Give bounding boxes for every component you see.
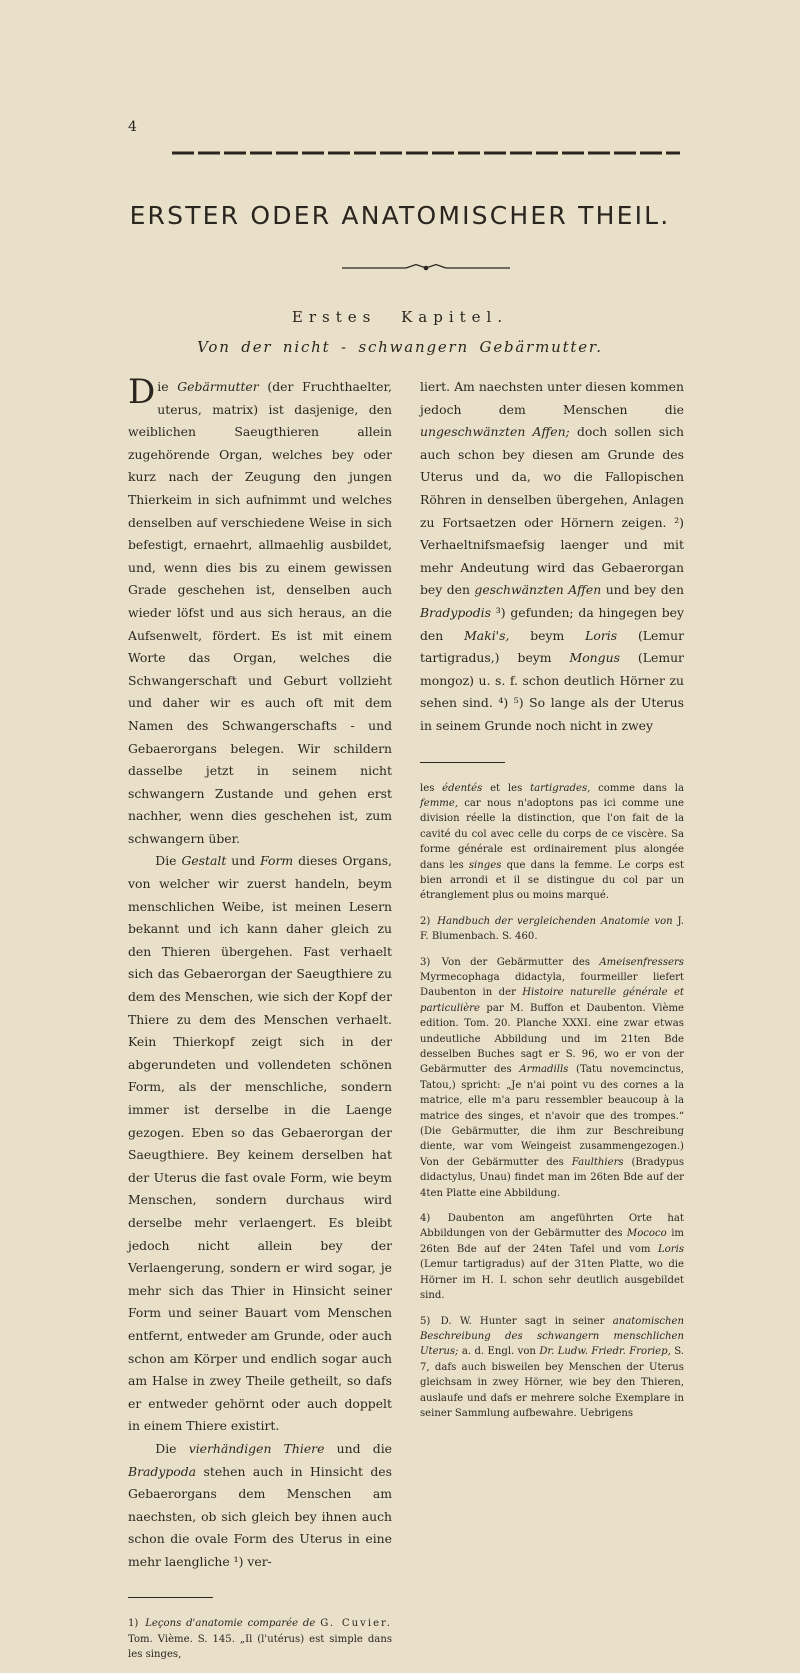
paragraph (420, 376, 684, 738)
footnote-number: 3) (420, 956, 431, 968)
chapter-label: Erstes Kapitel. (291, 308, 509, 326)
citation-title: Leçons d'anatomie comparée de (145, 1618, 316, 1630)
body-text (128, 372, 392, 1573)
footnote-divider (128, 1597, 213, 1598)
text: (Tatu novemcinctus, Tatou,) spricht: „Je n'ai point vu des cornes a la matrice, elle m'a paru ressembler beaucoup à la matrice des singes, et n'avoir que des trompes.“ (Die Gebärmutter, die ihm zur Beschreibung diente, war vom Weingeist zusammengezogen.) Von der Gebärmutter des (420, 1064, 685, 1168)
term: Mongus (569, 650, 620, 666)
ornament-divider-icon (342, 263, 510, 273)
drop-cap: D (128, 372, 156, 412)
text: Die (155, 1440, 189, 1456)
text: (Bradypus didactylus, Unau) findet man im 26ten Bde auf der 4ten Platte eine Abbildung. (420, 1156, 684, 1199)
text: comme dans la (590, 782, 684, 794)
footnote (420, 955, 684, 1202)
footnote (420, 1211, 684, 1303)
right-column (420, 376, 684, 1431)
term: vierhändigen Thiere (188, 1440, 325, 1456)
chapter-subtitle: Von der nicht - schwangern Gebärmutter. (197, 338, 603, 356)
page-number: 4 (128, 119, 137, 135)
footnote-number: 1) (128, 1618, 139, 1630)
term: geschwänzten Affen (474, 582, 602, 598)
paragraph (128, 372, 392, 850)
term: Bradypoda (128, 1463, 197, 1479)
decorative-rule (172, 150, 680, 156)
term: ungeschwänzten Affen; (420, 424, 570, 440)
text: D. W. Hunter sagt in seiner (440, 1315, 613, 1327)
text: (Lemur tartigradus,) beym (420, 627, 684, 666)
term: édentés (442, 782, 483, 794)
term: Faulthiers (571, 1156, 624, 1168)
text: und die (324, 1440, 392, 1456)
text: Daubenton am angeführten Orte hat Abbildungen von der Gebärmutter des (420, 1213, 684, 1240)
text: im 26ten Bde auf der 24ten Tafel und vom (420, 1228, 684, 1255)
footnote (420, 781, 684, 904)
footnote (420, 1314, 684, 1422)
footnote (128, 1616, 392, 1662)
text: Von der Gebärmutter des (441, 956, 600, 968)
term: Mococo (626, 1228, 667, 1240)
text: beym (509, 627, 586, 643)
text: (der Fruchthaelter, uterus, matrix) ist dasjenige, den weiblichen Saeugthieren allein zugehörende Organ, welches bey oder kurz nach der Zeugung den jungen Thierkeim in sich aufnimmt und welches denselben auf verschiedene Weise in sich befestigt, ernaehrt, allmaehlig ausbildet, und, wenn dies bis zu einem gewissen Grade geschehen ist, denselben auch wieder löfst und aus sich heraus, an die Aufsenwelt, fördert. Es ist mit einem Worte das Organ, welches die Schwangerschaft und Geburt vollzieht und daher wir es auch oft mit dem Namen des Schwangerschafts - und Gebaerorgans belegen. Wir schildern dasselbe jetzt in seinem nicht schwangern Zustande und gehen erst nachher, wenn dies geschehen ist, zum schwangern über. (128, 379, 392, 846)
text: que dans la femme. Le corps est bien arrondi et il se distingue du col par un étranglement plus ou moins marqué. (420, 859, 684, 902)
citation-title: Histoire naturelle générale et particulière (420, 987, 684, 1014)
text: stehen auch in Hinsicht des Gebaerorgans dem Menschen am naechsten, ob sich gleich bey ihnen auch schon die ovale Form des Uterus in eine mehr laengliche ¹) ver- (128, 1463, 392, 1569)
text: a. d. Engl. von (458, 1346, 540, 1358)
term: singes (468, 859, 502, 871)
footnotes (420, 781, 684, 1422)
footnote-divider (420, 762, 505, 763)
text: ³) gefunden; da hingegen bey den (420, 604, 684, 643)
term: Armadills (519, 1064, 569, 1076)
text: ie (157, 379, 178, 394)
term: Gebärmutter (177, 379, 259, 394)
term: Bradypodis (420, 604, 491, 620)
footnote-number: 2) (420, 915, 431, 927)
term: Form (260, 853, 294, 869)
term: tartigrades, (530, 782, 591, 794)
page-title: ERSTER ODER ANATOMISCHER THEIL. (129, 200, 671, 230)
footnote-number: 4) (420, 1213, 431, 1225)
text: Die (155, 853, 182, 869)
text: und bey den (601, 582, 684, 598)
footnote-number: 5) (420, 1315, 431, 1327)
text: liert. Am naechsten unter diesen kommen jedoch dem Menschen die (420, 379, 684, 417)
term: femme, (420, 797, 459, 809)
text: S. 7, dafs auch bisweilen bey Menschen der Uterus gleichsam in zwey Hörner, wie bey den Thieren, auslaufe und dafs er mehrere solche Exemplare in seiner Sammlung aufbewahre. Uebrigens (420, 1346, 684, 1419)
text: Tom. Vième. S. 145. „Il (l'utérus) est simple dans les singes, (128, 1633, 392, 1661)
text: J. F. Blumenbach. S. 460. (420, 915, 684, 943)
left-column (128, 372, 392, 1673)
text: par M. Buffon et Daubenton. Vième edition. Tom. 20. Planche XXXI. eine zwar etwas undeutliche Abbildung und im 21ten Bde desselben Buches sagt er S. 96, wo er von der Gebärmutter des (420, 1002, 684, 1076)
term: Gestalt (181, 853, 227, 869)
footnote (420, 914, 684, 945)
term: Maki's, (464, 627, 510, 643)
text: doch sollen sich auch schon bey diesen am Grunde des Uterus und da, wo die Fallopischen Röhren in denselben übergehen, Anlagen zu Fortsaetzen oder Hörnern zeigen. ²) Verhaeltnifsmaefsig laenger und mit mehr Andeutung wird das Gebaerorgan bey den (420, 424, 684, 598)
text: dieses Organs, von welcher wir zuerst handeln, beym menschlichen Weibe, ist meinen Lesern bekannt und ich kann daher gleich zu den Thieren übergehen. Fast verhaelt sich das Gebaerorgan der Saeugthiere zu dem des Menschen, wie sich der Kopf der Thiere zu dem des Menschen verhaelt. Kein Thierkopf zeigt sich in der abgerundeten und vollendeten schönen Form, als der menschliche, sondern immer ist derselbe in die Laenge gezogen. Eben so das Gebaerorgan der Saeugthiere. Bey keinem derselben hat der Uterus die fast ovale Form, wie beym Menschen, sondern durchaus wird derselbe mehr verlaengert. Es bleibt jedoch nicht allein bey der Verlaengerung, sondern er wird sogar, je mehr sich das Thier in Hinsicht seiner Form und seiner Bauart vom Menschen entfernt, entweder am Grunde, oder auch schon am Körper und endlich sogar auch am Halse in zwey Theile getheilt, so dafs er entweder gehörnt oder auch doppelt in einem Thiere existirt. (128, 853, 392, 1434)
text: (Lemur mongoz) u. s. f. schon deutlich Hörner zu sehen sind. ⁴) ⁵) So lange als der Uterus in seinem Grunde noch nicht in zwey (420, 650, 684, 733)
term: Ameisenfressers (599, 956, 684, 968)
citation-author: Dr. Ludw. Friedr. Froriep, (539, 1346, 671, 1358)
citation-title: anatomischen Beschreibung des schwangern menschlichen Uterus; (420, 1315, 684, 1358)
text: et les (482, 782, 531, 794)
text: Myrmecophaga didactyla, fourmeiller liefert Daubenton in der (420, 971, 684, 999)
paragraph (128, 850, 392, 1437)
term: Loris (657, 1243, 684, 1255)
text: car nous n'adoptons pas ici comme une division réelle la distinction, que l'on fait de la cavité du col avec celle du corps de ce viscère. Sa forme générale est ordinairement plus alongée dans les (420, 797, 684, 871)
paragraph (128, 1438, 392, 1574)
body-text (420, 376, 684, 738)
citation-author: G. Cuvier. (320, 1618, 392, 1630)
footnotes (128, 1616, 392, 1662)
term: Loris (585, 627, 618, 643)
citation-title: Handbuch der vergleichenden Anatomie von (437, 915, 673, 927)
text: und (226, 853, 261, 869)
text: (Lemur tartigradus) auf der 31ten Platte, wo die Hörner im H. I. schon sehr deutlich ausgebildet sind. (420, 1259, 684, 1302)
text: les (420, 782, 443, 794)
